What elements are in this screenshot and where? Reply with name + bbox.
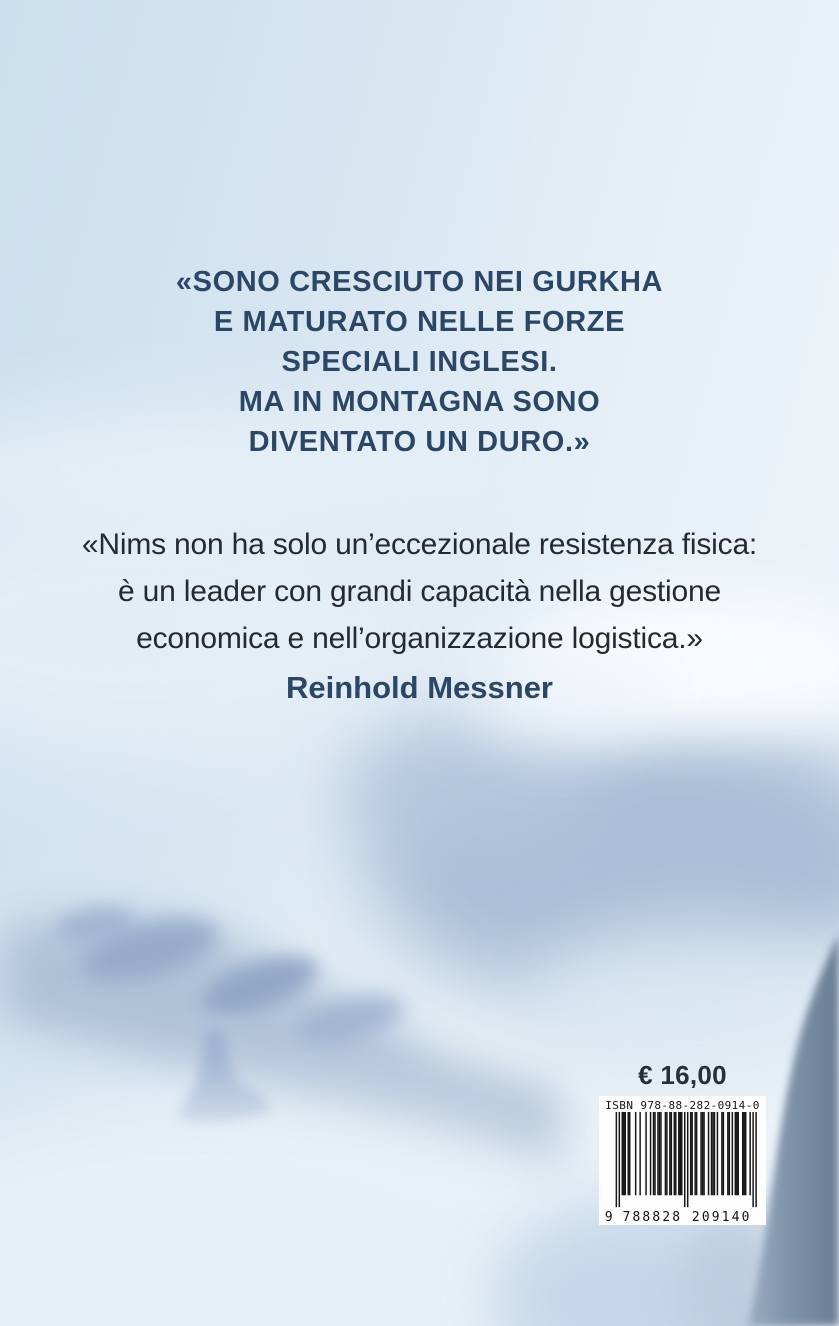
price-label: € 16,00 — [638, 1060, 727, 1090]
headline-line: E MATURATO NELLE FORZE — [213, 306, 626, 338]
headline-quote — [0, 262, 839, 462]
endorsement-quote — [0, 521, 839, 662]
endorsement-line: «Nims non ha solo un’eccezionale resistenza fisica: — [81, 528, 758, 561]
headline-line: MA IN MONTAGNA SONO — [238, 386, 601, 418]
isbn-text: ISBN 978-88-282-0914-0 — [605, 1099, 760, 1112]
barcode-panel — [599, 1096, 766, 1225]
endorsement-line: economica e nell’organizzazione logistica.» — [136, 622, 703, 655]
headline-line: SPECIALI INGLESI. — [281, 346, 558, 378]
barcode-digit-left: 9 — [604, 1210, 613, 1225]
headline-line: DIVENTATO UN DURO.» — [248, 426, 591, 458]
endorsement-line: è un leader con grandi capacità nella gestione — [118, 575, 721, 608]
barcode-digits-group2: 209140 — [691, 1210, 749, 1225]
endorsement-author: Reinhold Messner — [286, 670, 553, 705]
barcode-digits-group1: 788828 — [622, 1210, 680, 1225]
barcode-bars — [615, 1112, 756, 1207]
barcode-svg — [603, 1112, 763, 1225]
headline-line: «SONO CRESCIUTO NEI GURKHA — [175, 266, 664, 298]
